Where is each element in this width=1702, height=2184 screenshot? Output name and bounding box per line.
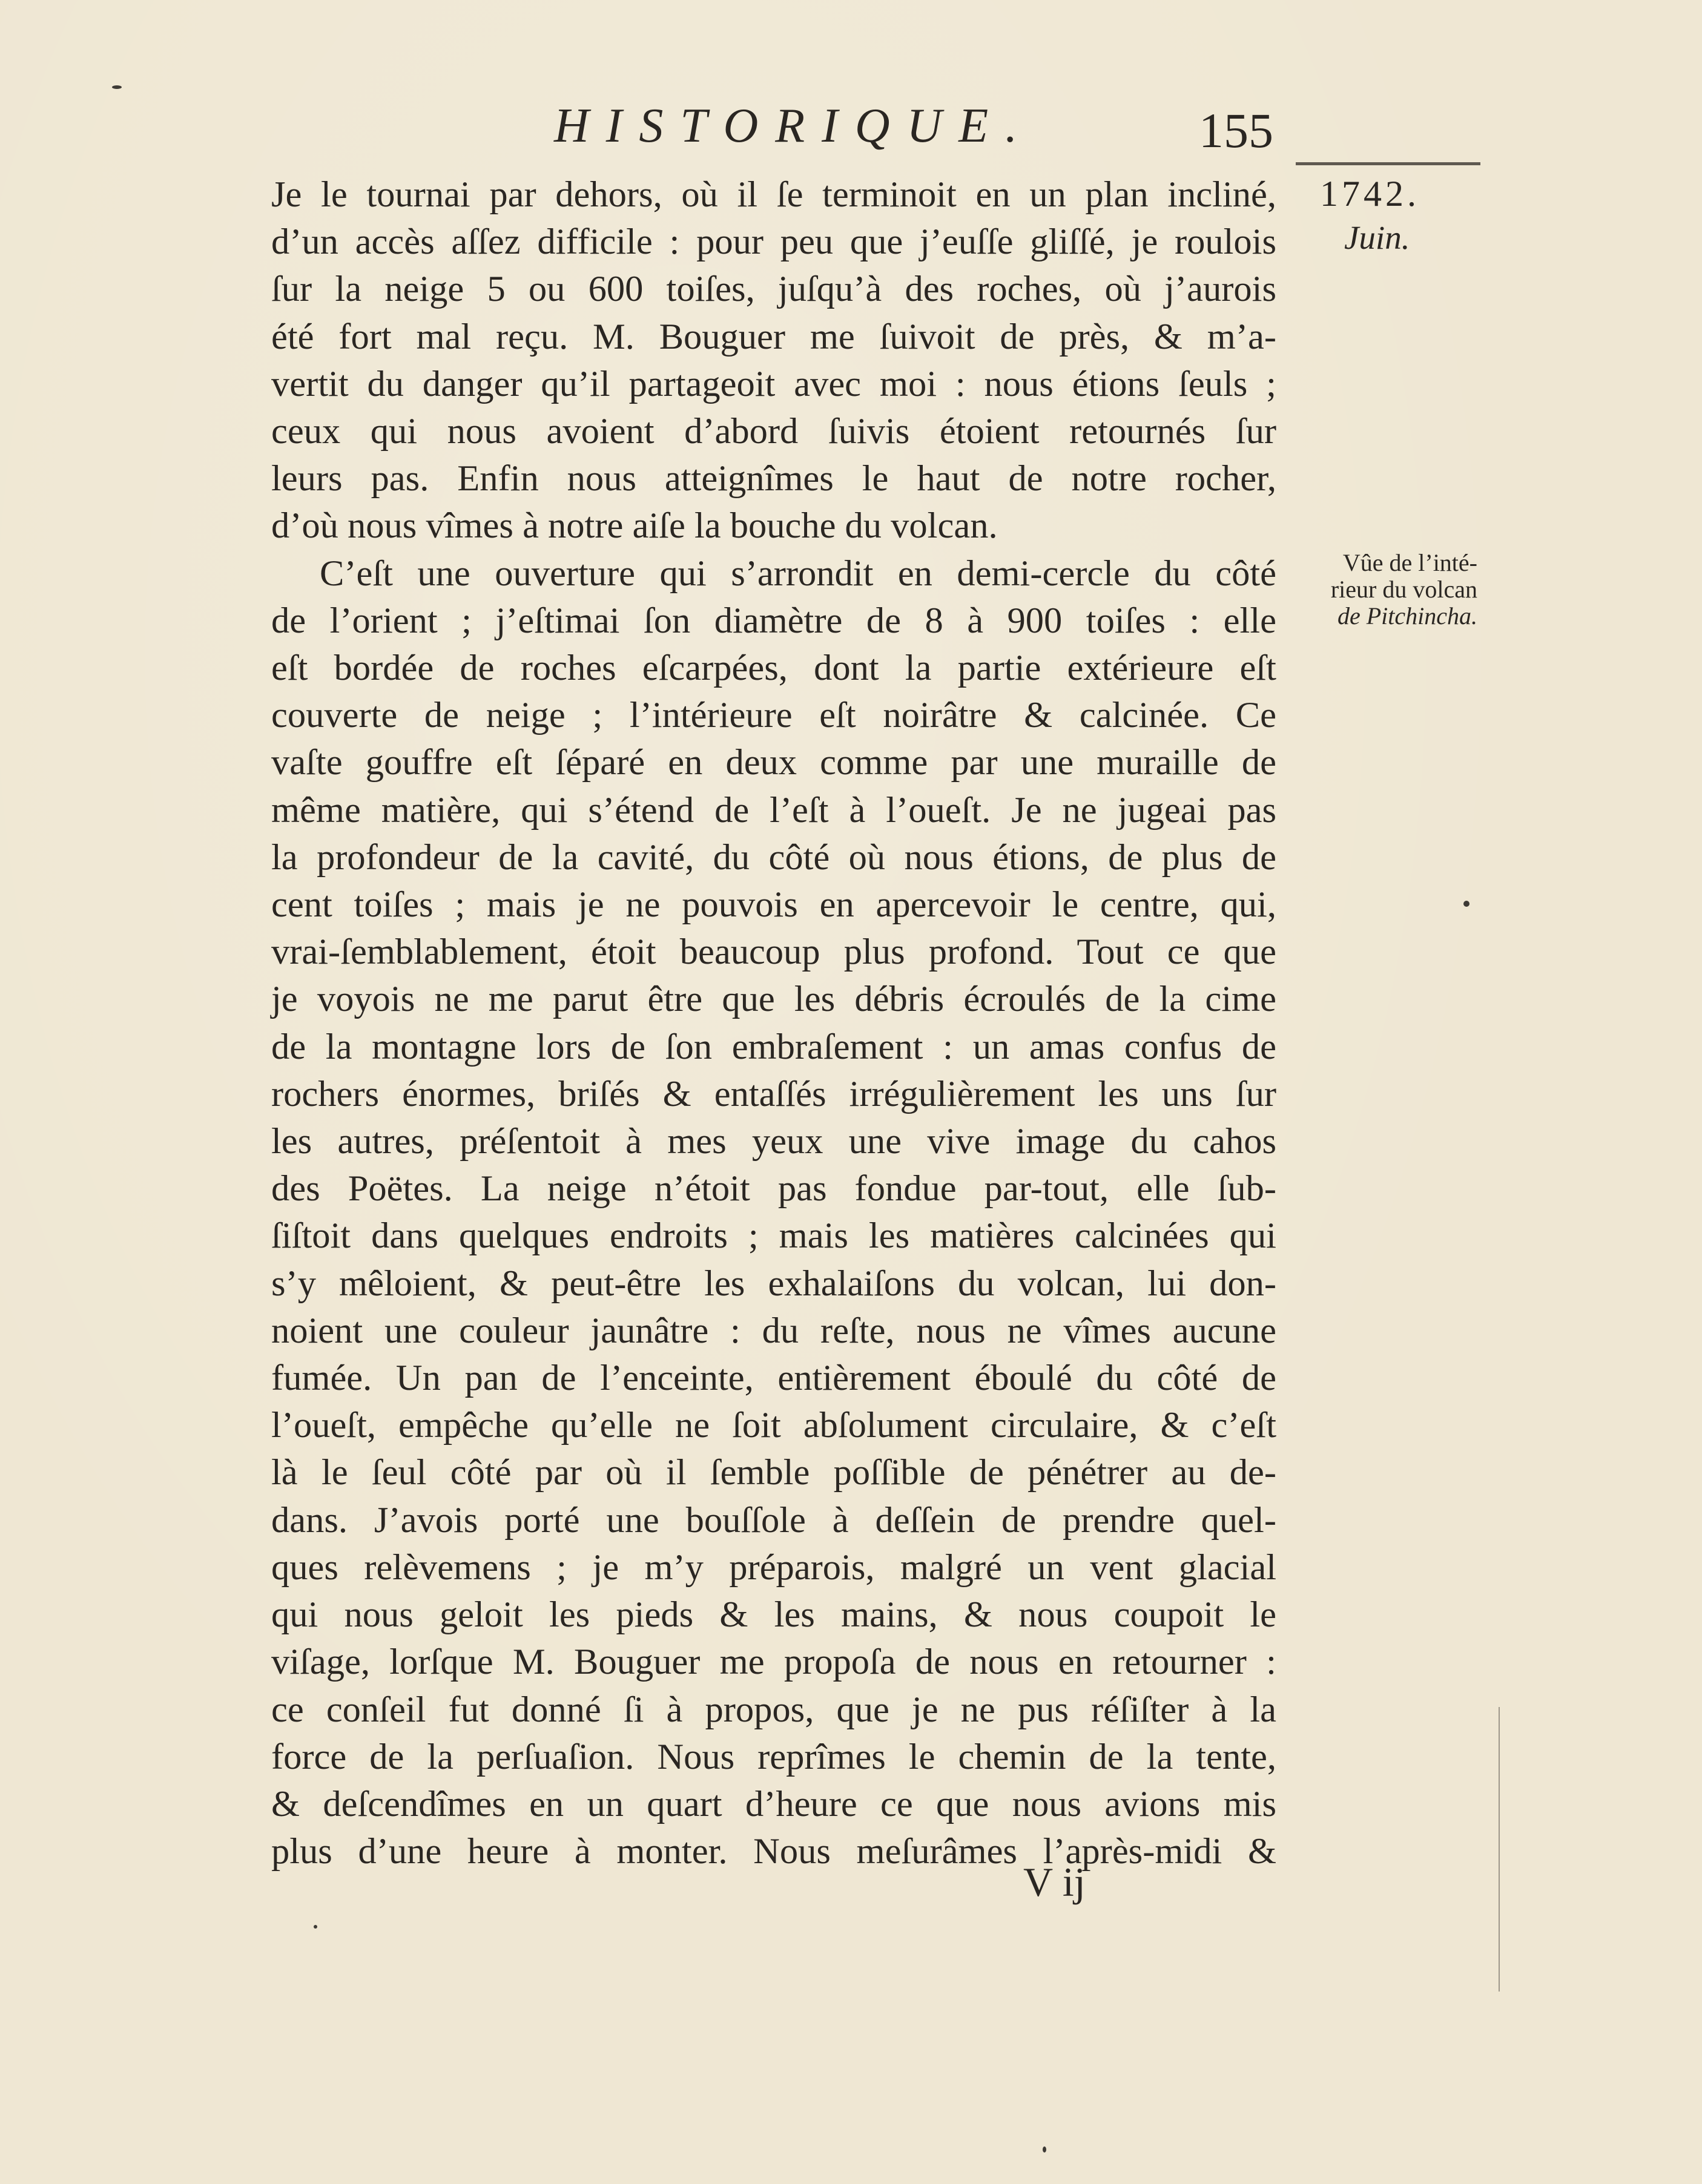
text-line: vrai-ſemblablement, étoit beaucoup plus profond. Tout ce que xyxy=(271,932,1276,973)
body-text xyxy=(271,171,1276,1875)
text-line: cent toiſes ; mais je ne pouvois en apercevoir le centre, qui, xyxy=(271,884,1276,926)
margin-note-line: rieur du volcan xyxy=(1330,576,1477,603)
text-line: s’y mêloient, & peut-être les exhalaiſons du volcan, lui don- xyxy=(271,1263,1276,1304)
text-line: de la montagne lors de ſon embraſement : un amas confus de xyxy=(271,1026,1276,1067)
text-line: viſage, lorſque M. Bouguer me propoſa de nous en retourner : xyxy=(271,1642,1276,1683)
margin-month: Juin. xyxy=(1344,219,1410,256)
text-line: ques relèvemens ; je m’y préparois, malgré un vent glacial xyxy=(271,1547,1276,1588)
margin-note-line: Vûe de l’inté- xyxy=(1342,549,1477,576)
page-edge-shadow xyxy=(1499,1707,1505,1992)
text-line: ceux qui nous avoient d’abord ſuivis étoient retournés ſur xyxy=(271,411,1276,452)
text-line: fumée. Un pan de l’enceinte, entièrement éboulé du côté de xyxy=(271,1358,1276,1399)
ink-speck xyxy=(1043,2146,1046,2153)
signature-mark: V ij xyxy=(1023,1859,1086,1905)
text-line: leurs pas. Enfin nous atteignîmes le haut de notre rocher, xyxy=(271,458,1276,499)
page-number: 155 xyxy=(1199,103,1273,158)
paragraph-2 xyxy=(271,550,1276,1876)
ink-speck xyxy=(112,85,122,89)
margin-note xyxy=(1293,550,1477,630)
text-line: d’où nous vîmes à notre aiſe la bouche du volcan. xyxy=(271,505,998,547)
text-line: vertit du danger qu’il partageoit avec moi : nous étions ſeuls ; xyxy=(271,363,1276,404)
ink-speck xyxy=(314,1925,317,1929)
text-line: ce conſeil fut donné ſi à propos, que je ne pus réſiſter à la xyxy=(271,1689,1276,1730)
text-line: couverte de neige ; l’intérieure eſt noirâtre & calcinée. Ce xyxy=(271,695,1276,736)
ink-speck xyxy=(1463,901,1469,907)
margin-year: 1742. xyxy=(1320,174,1420,214)
text-line: même matière, qui s’étend de l’eſt à l’oueſt. Je ne jugeai pas xyxy=(271,789,1276,831)
text-line: été fort mal reçu. M. Bouguer me ſuivoit de près, & m’a- xyxy=(271,316,1276,357)
margin-note-line: de Pitchincha. xyxy=(1337,602,1477,630)
text-line: eſt bordée de roches eſcarpées, dont la partie extérieure eſt xyxy=(271,648,1276,689)
text-line: Je le tournai par dehors, où il ſe terminoit en un plan incliné, xyxy=(271,174,1276,215)
text-line: rochers énormes, briſés & entaſſés irrégulièrement les uns ſur xyxy=(271,1073,1276,1114)
text-line: noient une couleur jaunâtre : du reſte, nous ne vîmes aucune xyxy=(271,1310,1276,1351)
text-line: C’eſt une ouverture qui s’arrondit en demi-cercle du côté xyxy=(320,553,1276,594)
text-line: qui nous geloit les pieds & les mains, & nous coupoit le xyxy=(271,1594,1276,1636)
running-header: HISTORIQUE. xyxy=(554,99,1035,153)
text-line: la profondeur de la cavité, du côté où nous étions, de plus de xyxy=(271,837,1276,878)
text-line: vaſte gouffre eſt ſéparé en deux comme par une muraille de xyxy=(271,742,1276,783)
text-line: ſiſtoit dans quelques endroits ; mais les matières calcinées qui xyxy=(271,1215,1276,1257)
paragraph-1 xyxy=(271,171,1276,550)
text-line: plus d’une heure à monter. Nous meſurâmes l’après-midi & xyxy=(271,1831,1276,1872)
header-rule xyxy=(1296,162,1480,165)
text-line: ſur la neige 5 ou 600 toiſes, juſqu’à des roches, où j’aurois xyxy=(271,269,1276,310)
text-line: les autres, préſentoit à mes yeux une vive image du cahos xyxy=(271,1121,1276,1162)
text-line: de l’orient ; j’eſtimai ſon diamètre de 8 à 900 toiſes : elle xyxy=(271,600,1276,641)
text-line: des Poëtes. La neige n’étoit pas fondue par-tout, elle ſub- xyxy=(271,1168,1276,1209)
text-line: je voyois ne me parut être que les débris écroulés de la cime xyxy=(271,979,1276,1020)
text-line: dans. J’avois porté une bouſſole à deſſein de prendre quel- xyxy=(271,1499,1276,1541)
text-line: d’un accès aſſez difficile : pour peu que j’euſſe gliſſé, je roulois xyxy=(271,222,1276,263)
text-line: là le ſeul côté par où il ſemble poſſible de pénétrer au de- xyxy=(271,1452,1276,1493)
text-line: & deſcendîmes en un quart d’heure ce que nous avions mis xyxy=(271,1783,1276,1824)
text-line: force de la perſuaſion. Nous reprîmes le chemin de la tente, xyxy=(271,1736,1276,1777)
text-line: l’oueſt, empêche qu’elle ne ſoit abſolument circulaire, & c’eſt xyxy=(271,1405,1276,1446)
